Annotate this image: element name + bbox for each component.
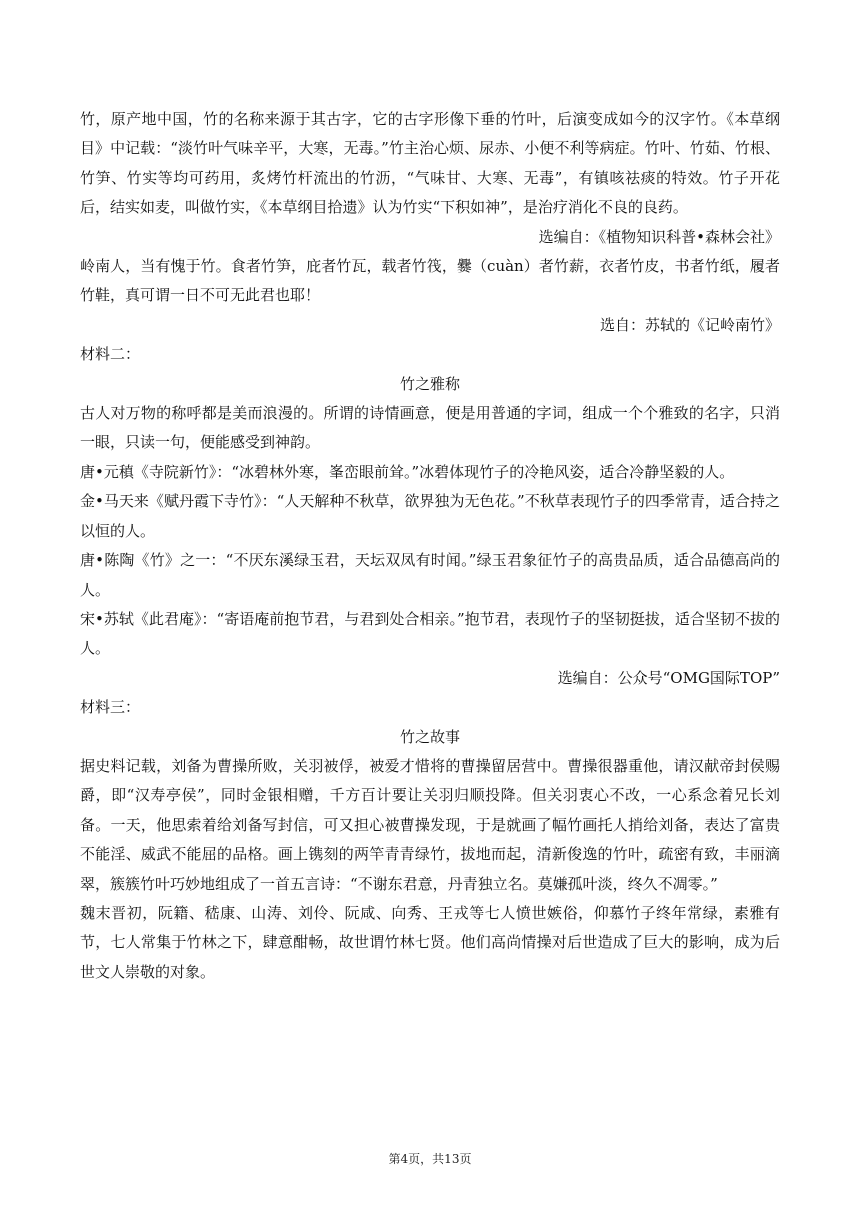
material-2-title: 竹之雅称 (399, 374, 460, 393)
page-content (80, 105, 780, 987)
paragraph-yuan-zhen: 唐•元稹《寺院新竹》：“冰碧林外寒，峯峦眼前耸。”冰碧体现竹子的冷艳风姿，适合冷静坚毅的人。 (80, 462, 735, 481)
paragraph-seven-sages: 魏末晋初，阮籍、嵇康、山涛、刘伶、阮咸、向秀、王戎等七人愤世嫉俗，仰慕竹子终年常绿，素雅有节，七人常集于竹林之下，肆意酣畅，故世谓竹林七贤。他们高尚情操对后世造成了巨大的影响，成为后世文人崇敬的对象。 (80, 903, 780, 981)
material-3-title: 竹之故事 (399, 727, 460, 746)
paragraph-lingnan: 岭南人，当有愧于竹。食者竹笋，庇者竹瓦，载者竹筏，爨（cuàn）者竹薪，衣者竹皮，书者竹纸，履者竹鞋，真可谓一日不可无此君也耶！ (80, 257, 780, 305)
source-citation-3: 选编自：公众号“OMG国际TOP” (557, 668, 780, 687)
source-citation-1: 选编自：《植物知识科普•森林会社》 (538, 227, 780, 246)
paragraph-bamboo-medicinal: 竹，原产地中国，竹的名称来源于其古字，它的古字形像下垂的竹叶，后演变成如今的汉字竹。《本草纲目》中记载：“淡竹叶气味辛平，大寒，无毒。”竹主治心烦、尿赤、小便不利等病症。竹叶、竹茹、竹根、竹笋、竹实等均可药用，炙烤竹杆流出的竹沥，“气味甘、大寒、无毒”，有镇咳祛痰的特效。竹子开花后，结实如麦，叫做竹实，《本草纲目拾遗》认为竹实“下积如神”，是治疗消化不良的良药。 (80, 110, 780, 217)
paragraph-elegant-names-intro: 古人对万物的称呼都是美而浪漫的。所谓的诗情画意，便是用普通的字词，组成一个个雅致的名字，只消一眼，只读一句，便能感受到神韵。 (80, 404, 780, 452)
page-footer: 第4页，共13页 (388, 1152, 472, 1166)
paragraph-su-shi: 宋•苏轼《此君庵》：“寄语庵前抱节君，与君到处合相亲。”抱节君，表现竹子的坚韧挺拔，适合坚韧不拔的人。 (80, 609, 780, 658)
material-3-label: 材料三： (80, 698, 141, 717)
source-citation-2: 选自：苏轼的《记岭南竹》 (599, 315, 780, 334)
paragraph-chen-tao: 唐•陈陶《竹》之一：“不厌东溪绿玉君，天坛双凤有时闻。”绿玉君象征竹子的高贵品质，适合品德高尚的人。 (80, 551, 780, 599)
paragraph-guan-yu-story: 据史料记载，刘备为曹操所败，关羽被俘，被爱才惜将的曹操留居营中。曹操很器重他，请汉献帝封侯赐爵，即“汉寿亭侯”，同时金银相赠，千方百计要让关羽归顺投降。但关羽衷心不改，一心系念着兄长刘备。一天，他思索着给刘备写封信，可又担心被曹操发现，于是就画了幅竹画托人捎给刘备，表达了富贵不能淫、威武不能屈的品格。画上镌刻的两竿青青绿竹，拔地而起，清新俊逸的竹叶，疏密有致，丰丽滴翠，簇簇竹叶巧妙地组成了一首五言诗：“不谢东君意，丹青独立名。莫嫌孤叶淡，终久不凋零。” (80, 756, 780, 893)
paragraph-ma-tianlai: 金•马天来《赋丹霞下寺竹》：“人天解种不秋草，欲界独为无色花。”不秋草表现竹子的四季常青，适合持之以恒的人。 (80, 492, 780, 540)
material-2-label: 材料二： (80, 345, 141, 364)
